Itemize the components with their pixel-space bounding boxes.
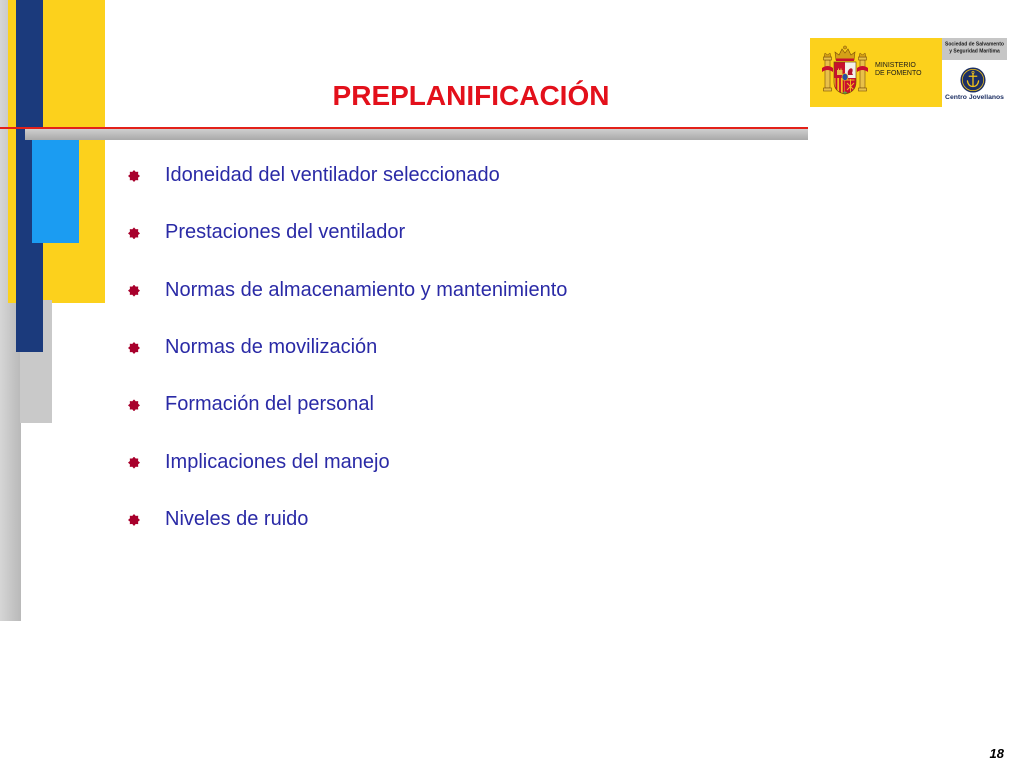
slide-title: PREPLANIFICACIÓN — [332, 80, 610, 111]
bullet-text: Formación del personal — [165, 393, 374, 416]
society-name-line-2: y Seguridad Marítima — [949, 48, 1000, 54]
bullet-item — [128, 220, 768, 277]
ministerio-de-fomento-logo — [810, 38, 942, 107]
header-gray-band — [25, 129, 808, 140]
blue-accent-block — [32, 140, 79, 243]
bullet-item — [128, 450, 768, 507]
bullet-item — [128, 507, 768, 564]
flower-bullet-icon — [128, 514, 140, 526]
society-name-line-1: Sociedad de Salvamento — [945, 41, 1004, 47]
bullet-list — [128, 163, 768, 564]
center-name: Centro Jovellanos — [945, 94, 1004, 101]
bullet-text: Idoneidad del ventilador seleccionado — [165, 164, 500, 186]
bullet-text: Normas de movilización — [165, 335, 378, 358]
page-number: 18 — [989, 746, 1004, 761]
bullet-item — [128, 392, 768, 449]
ministry-name-line-1: MINISTERIO — [875, 62, 916, 69]
bullet-item — [128, 278, 768, 335]
ministry-name — [875, 62, 922, 78]
flower-bullet-icon — [128, 170, 140, 182]
society-name — [942, 41, 1007, 55]
ministry-name-line-2: DE FOMENTO — [875, 70, 922, 77]
salvamento-maritimo-seal-icon — [960, 67, 986, 93]
flower-bullet-icon — [128, 399, 140, 411]
flower-bullet-icon — [128, 285, 140, 297]
bullet-text: Prestaciones del ventilador — [165, 221, 406, 244]
spain-coat-of-arms-icon — [822, 44, 868, 100]
flower-bullet-icon — [128, 457, 140, 469]
bullet-item — [128, 335, 768, 392]
bullet-text: Niveles de ruido — [165, 507, 309, 530]
bullet-item — [128, 163, 768, 220]
bullet-text: Normas de almacenamiento y mantenimiento — [165, 278, 568, 301]
flower-bullet-icon — [128, 342, 140, 354]
centro-jovellanos-logo — [942, 38, 1007, 107]
bullet-text: Implicaciones del manejo — [165, 450, 390, 473]
flower-bullet-icon — [128, 227, 140, 239]
